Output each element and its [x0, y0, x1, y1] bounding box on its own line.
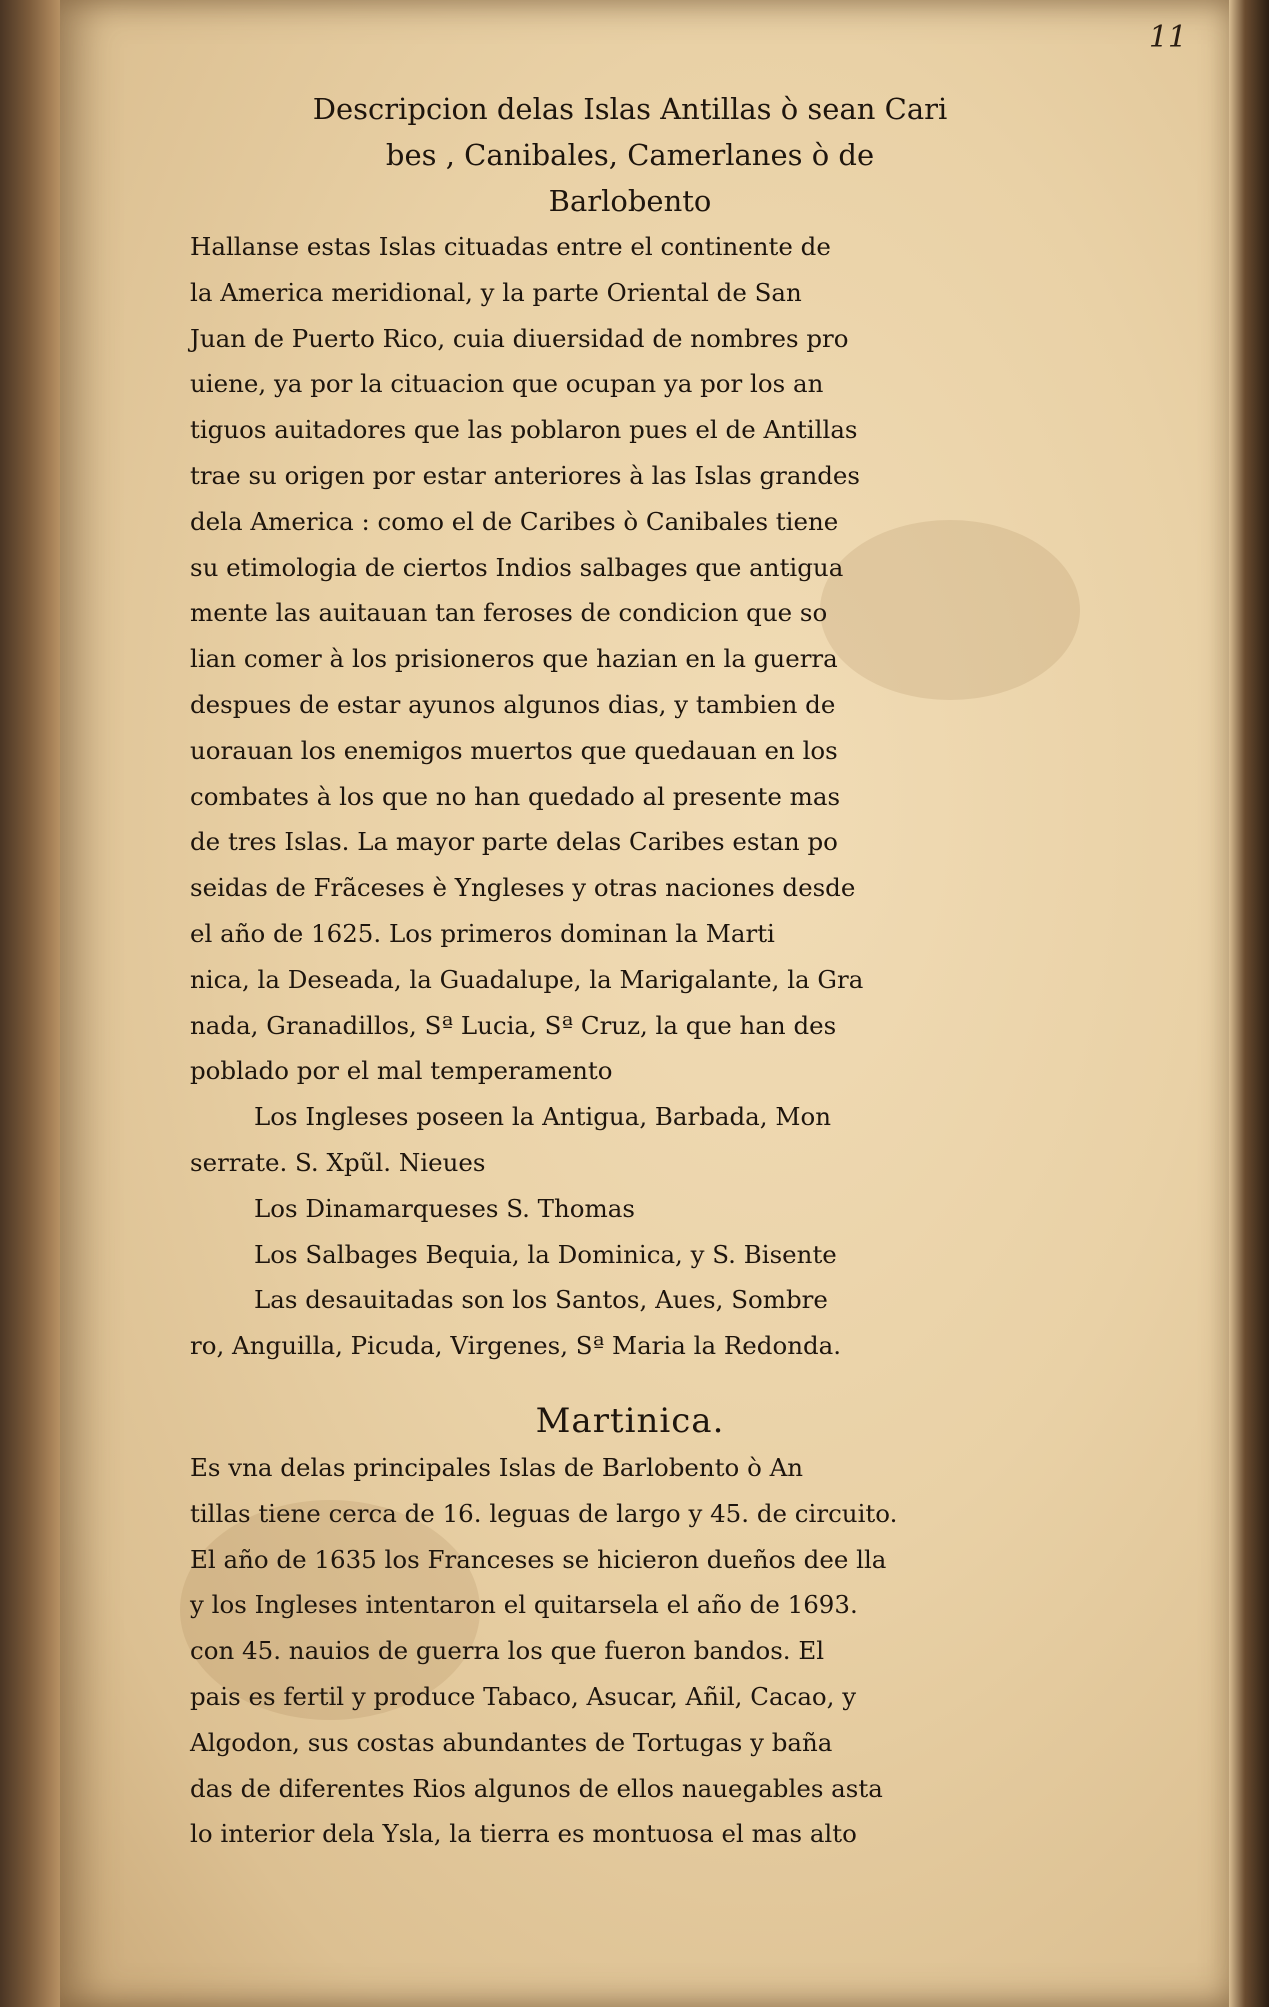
text-line: das de diferentes Rios algunos de ellos nauegables asta: [190, 1773, 883, 1803]
text-line: pais es fertil y produce Tabaco, Asucar, Añil, Cacao, y: [190, 1681, 857, 1711]
text-line: Hallanse estas Islas cituadas entre el continente de: [190, 232, 831, 261]
text-line: tiguos auitadores que las poblaron pues el de Antillas: [190, 415, 858, 445]
title-line: Barlobento: [548, 184, 712, 218]
text-line: El año de 1635 los Franceses se hicieron dueños dee lla: [190, 1544, 887, 1574]
text-line: la America meridional, y la parte Oriental de San: [190, 277, 802, 307]
text-line: el año de 1625. Los primeros dominan la Marti: [190, 918, 775, 948]
text-line: y los Ingleses intentaron el quitarsela el año de 1693.: [190, 1590, 858, 1620]
text-line: lian comer à los prisioneros que hazian en la guerra: [190, 644, 838, 674]
text-line: tillas tiene cerca de 16. leguas de largo y 45. de circuito.: [190, 1498, 898, 1528]
text-line: Los Ingleses poseen la Antigua, Barbada, Mon: [254, 1102, 831, 1132]
text-line: uiene, ya por la cituacion que ocupan ya por los an: [190, 369, 824, 399]
text-line: Los Dinamarqueses S. Thomas: [254, 1193, 635, 1223]
title-line: bes , Canibales, Camerlanes ò de: [385, 138, 875, 172]
text-line: seidas de Frãceses è Yngleses y otras naciones desde: [190, 873, 856, 903]
text-line: dela America : como el de Caribes ò Canibales tiene: [190, 506, 839, 536]
title-line: Descripcion delas Islas Antillas ò sean Cari: [312, 92, 948, 126]
manuscript-text: [190, 86, 1070, 1857]
text-line: despues de estar ayunos algunos dias, y tambien de: [190, 689, 836, 719]
text-line: nica, la Deseada, la Guadalupe, la Marigalante, la Gra: [190, 964, 864, 994]
text-line: Juan de Puerto Rico, cuia diuersidad de nombres pro: [190, 323, 849, 353]
text-line: de tres Islas. La mayor parte delas Caribes estan po: [190, 827, 838, 857]
text-line: poblado por el mal temperamento: [190, 1056, 613, 1086]
text-line: Los Salbages Bequia, la Dominica, y S. Bisente: [254, 1239, 837, 1269]
text-line: Las desauitadas son los Santos, Aues, Sombre: [254, 1285, 828, 1315]
page-number: 11: [1148, 20, 1187, 55]
text-line: con 45. nauios de guerra los que fueron bandos. El: [190, 1636, 825, 1666]
text-line: Es vna delas principales Islas de Barlobento ò An: [190, 1452, 804, 1482]
text-line: lo interior dela Ysla, la tierra es montuosa el mas alto: [190, 1819, 857, 1849]
martinica-paragraph: [190, 1445, 1070, 1857]
text-line: su etimologia de ciertos Indios salbages que antigua: [190, 552, 844, 582]
text-line: uorauan los enemigos muertos que quedauan en los: [190, 735, 838, 765]
possessions-list: [190, 1094, 1070, 1369]
page-edge: [1229, 0, 1269, 2007]
text-line: mente las auitauan tan feroses de condicion que so: [190, 598, 828, 628]
document-title: [190, 86, 1070, 224]
text-line: combates à los que no han quedado al presente mas: [190, 781, 841, 811]
text-line: Algodon, sus costas abundantes de Tortugas y baña: [190, 1727, 833, 1757]
intro-paragraph: [190, 224, 1070, 1094]
text-line: ro, Anguilla, Picuda, Virgenes, Sª Maria la Redonda.: [190, 1331, 842, 1361]
text-line: serrate. S. Xpũl. Nieues: [190, 1147, 486, 1177]
section-heading: Martinica.: [535, 1400, 725, 1441]
text-line: trae su origen por estar anteriores à las Islas grandes: [190, 460, 860, 490]
text-line: nada, Granadillos, Sª Lucia, Sª Cruz, la que han des: [190, 1010, 837, 1040]
